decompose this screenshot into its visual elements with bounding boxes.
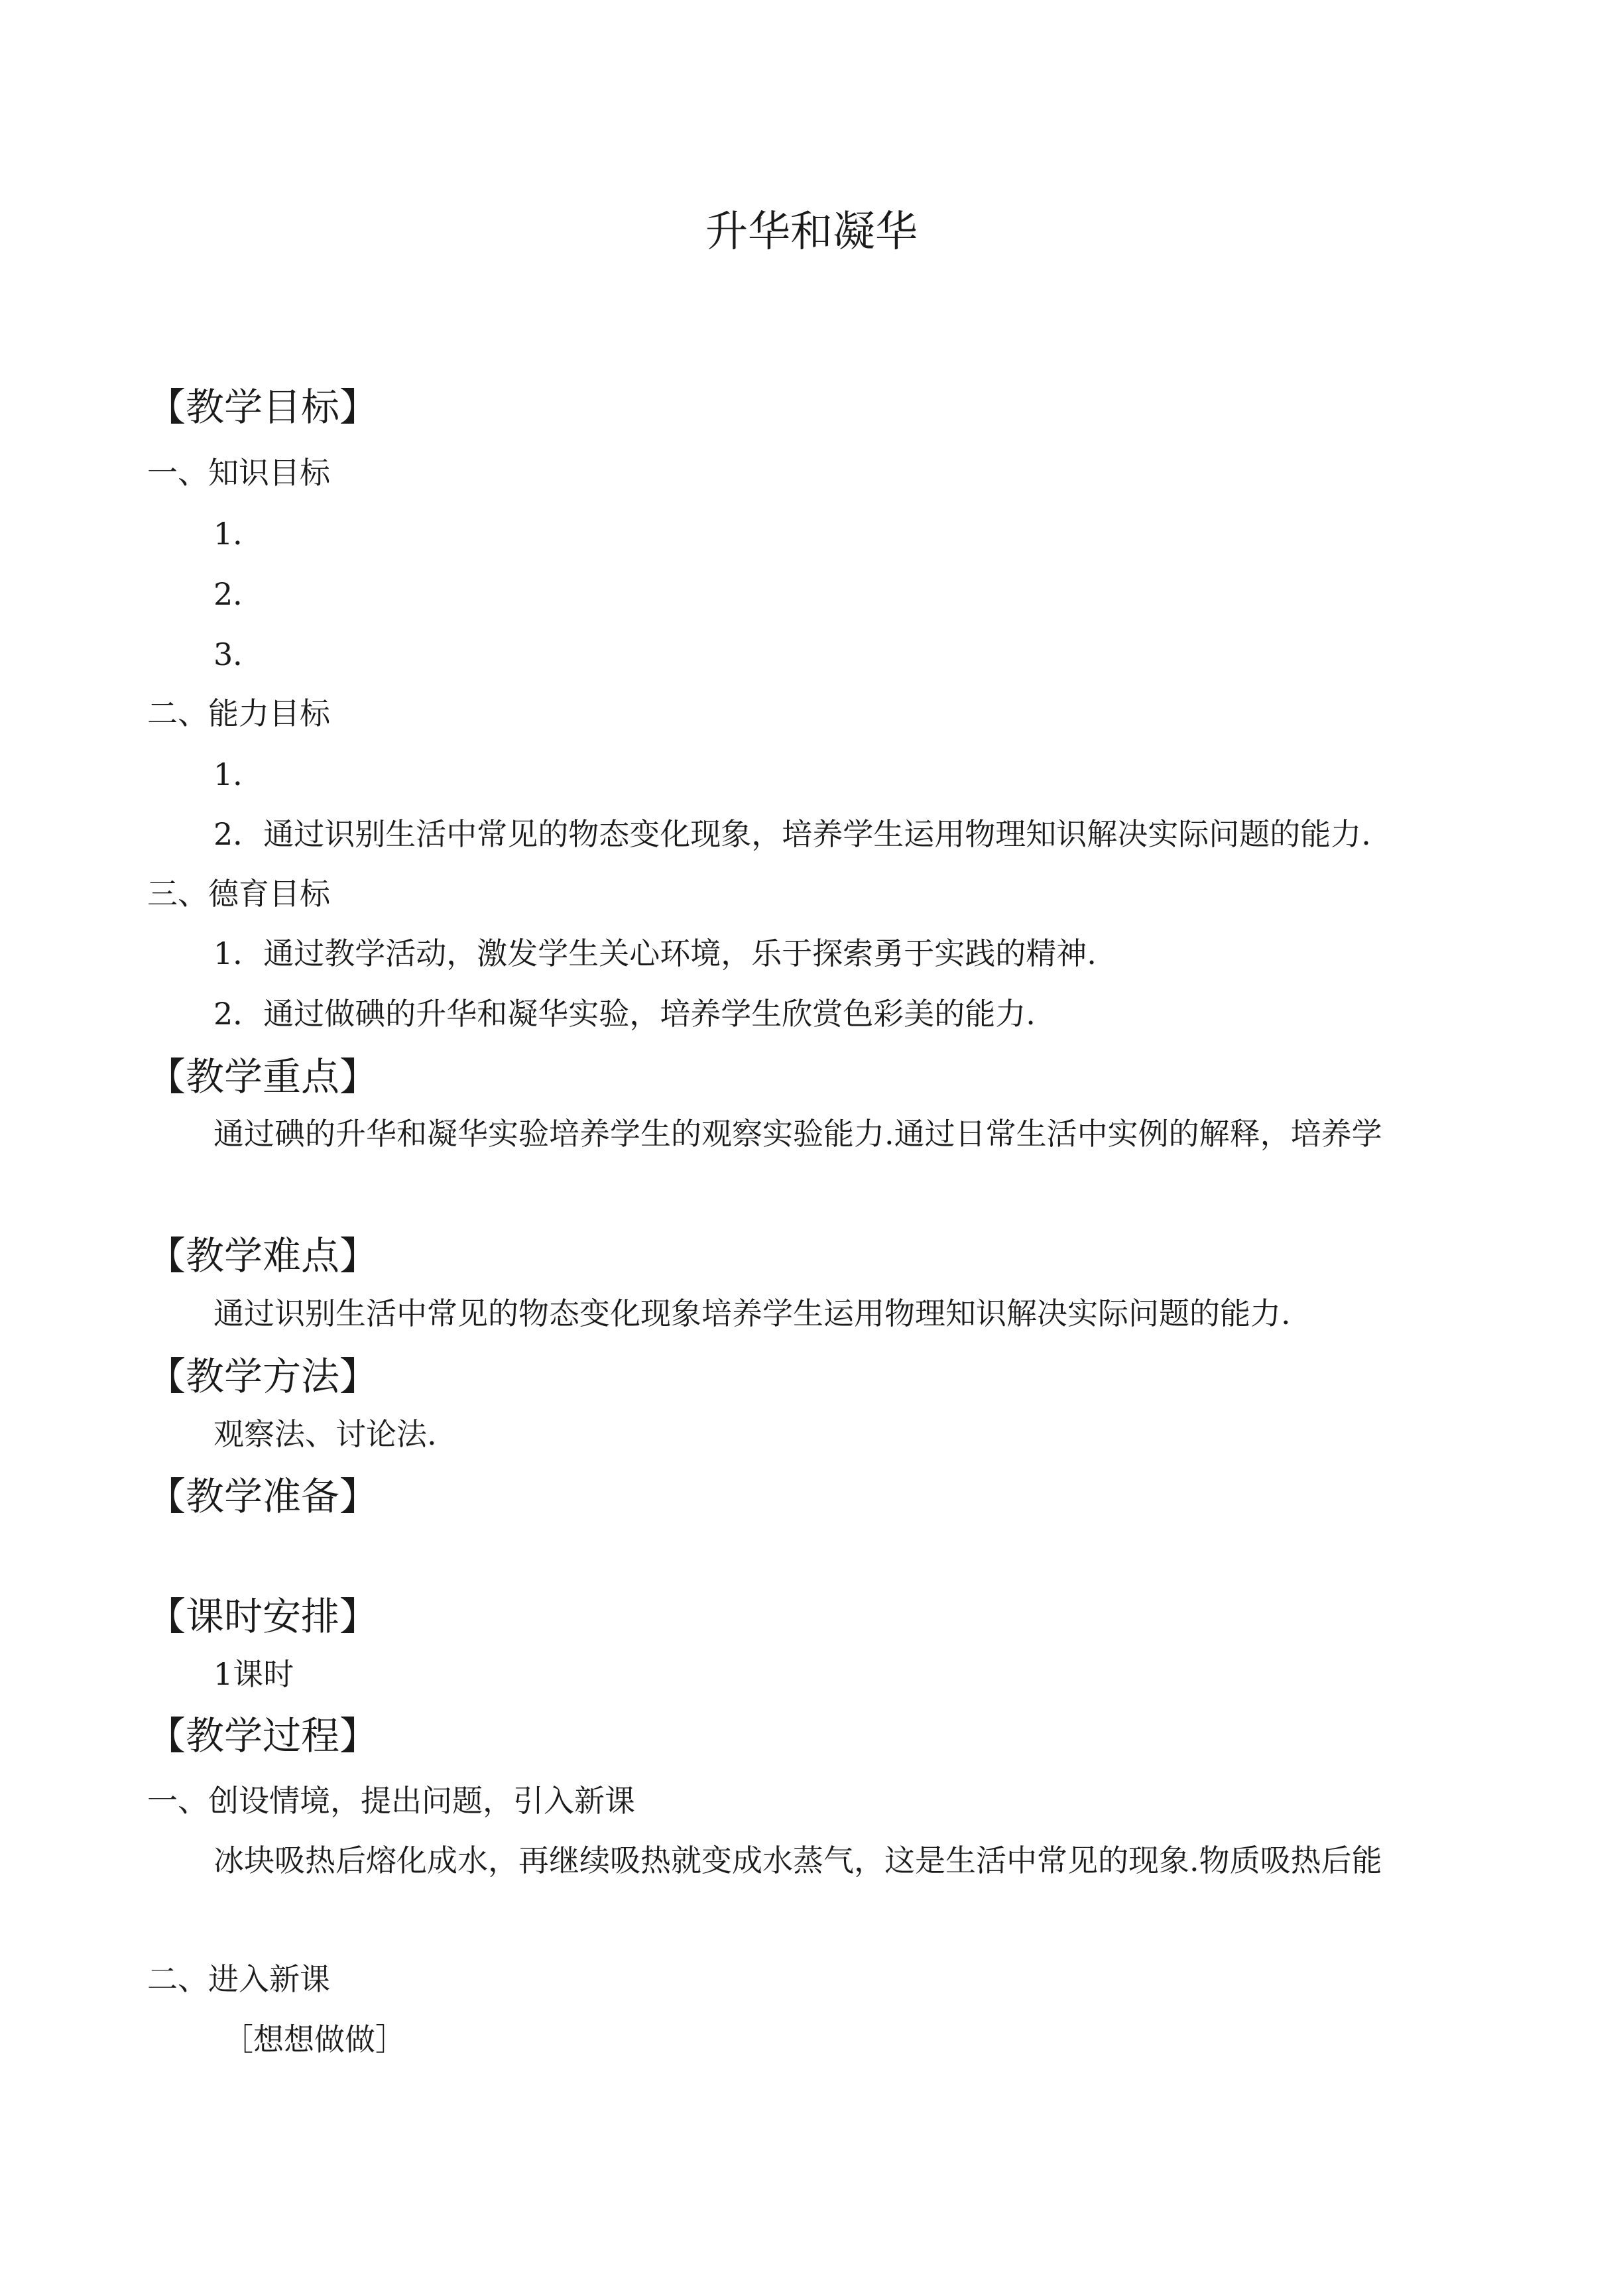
moral-item-2: 2．通过做碘的升华和凝华实验，培养学生欣赏色彩美的能力. [213, 996, 1036, 1032]
knowledge-item-1: 1． [213, 516, 264, 552]
schedule-text: 1课时 [213, 1656, 294, 1692]
heading-difficulties: 【教学难点】 [147, 1233, 379, 1278]
methods-text: 观察法、讨论法. [213, 1416, 437, 1452]
difficulties-text: 通过识别生活中常见的物态变化现象培养学生运用物理知识解决实际问题的能力. [213, 1296, 1291, 1331]
process-part1-text: 冰块吸热后熔化成水，再继续吸热就变成水蒸气，这是生活中常见的现象.物质吸热后能 [213, 1843, 1382, 1878]
heading-schedule: 【课时安排】 [147, 1594, 379, 1639]
process-activity-label: ［想想做做］ [223, 2022, 406, 2057]
knowledge-item-2: 2． [213, 576, 264, 612]
heading-preparation: 【教学准备】 [147, 1474, 379, 1519]
ability-item-2: 2．通过识别生活中常见的物态变化现象，培养学生运用物理知识解决实际问题的能力. [213, 816, 1371, 852]
process-part2-label: 二、进入新课 [147, 1961, 330, 1997]
heading-key-points: 【教学重点】 [147, 1054, 379, 1099]
heading-methods: 【教学方法】 [147, 1354, 379, 1399]
subheading-moral: 三、德育目标 [147, 876, 330, 912]
page-title: 升华和凝华 [705, 208, 918, 257]
process-part1-label: 一、创设情境，提出问题，引入新课 [147, 1783, 635, 1819]
subheading-knowledge: 一、知识目标 [147, 455, 330, 491]
knowledge-item-3: 3． [213, 636, 264, 672]
ability-item-1: 1． [213, 756, 264, 792]
key-points-text: 通过碘的升华和凝华实验培养学生的观察实验能力.通过日常生活中实例的解释，培养学 [213, 1116, 1382, 1152]
moral-item-1: 1．通过教学活动，激发学生关心环境，乐于探索勇于实践的精神. [213, 936, 1097, 971]
subheading-ability: 二、能力目标 [147, 695, 330, 731]
heading-objectives: 【教学目标】 [147, 385, 379, 430]
heading-process: 【教学过程】 [147, 1713, 379, 1758]
